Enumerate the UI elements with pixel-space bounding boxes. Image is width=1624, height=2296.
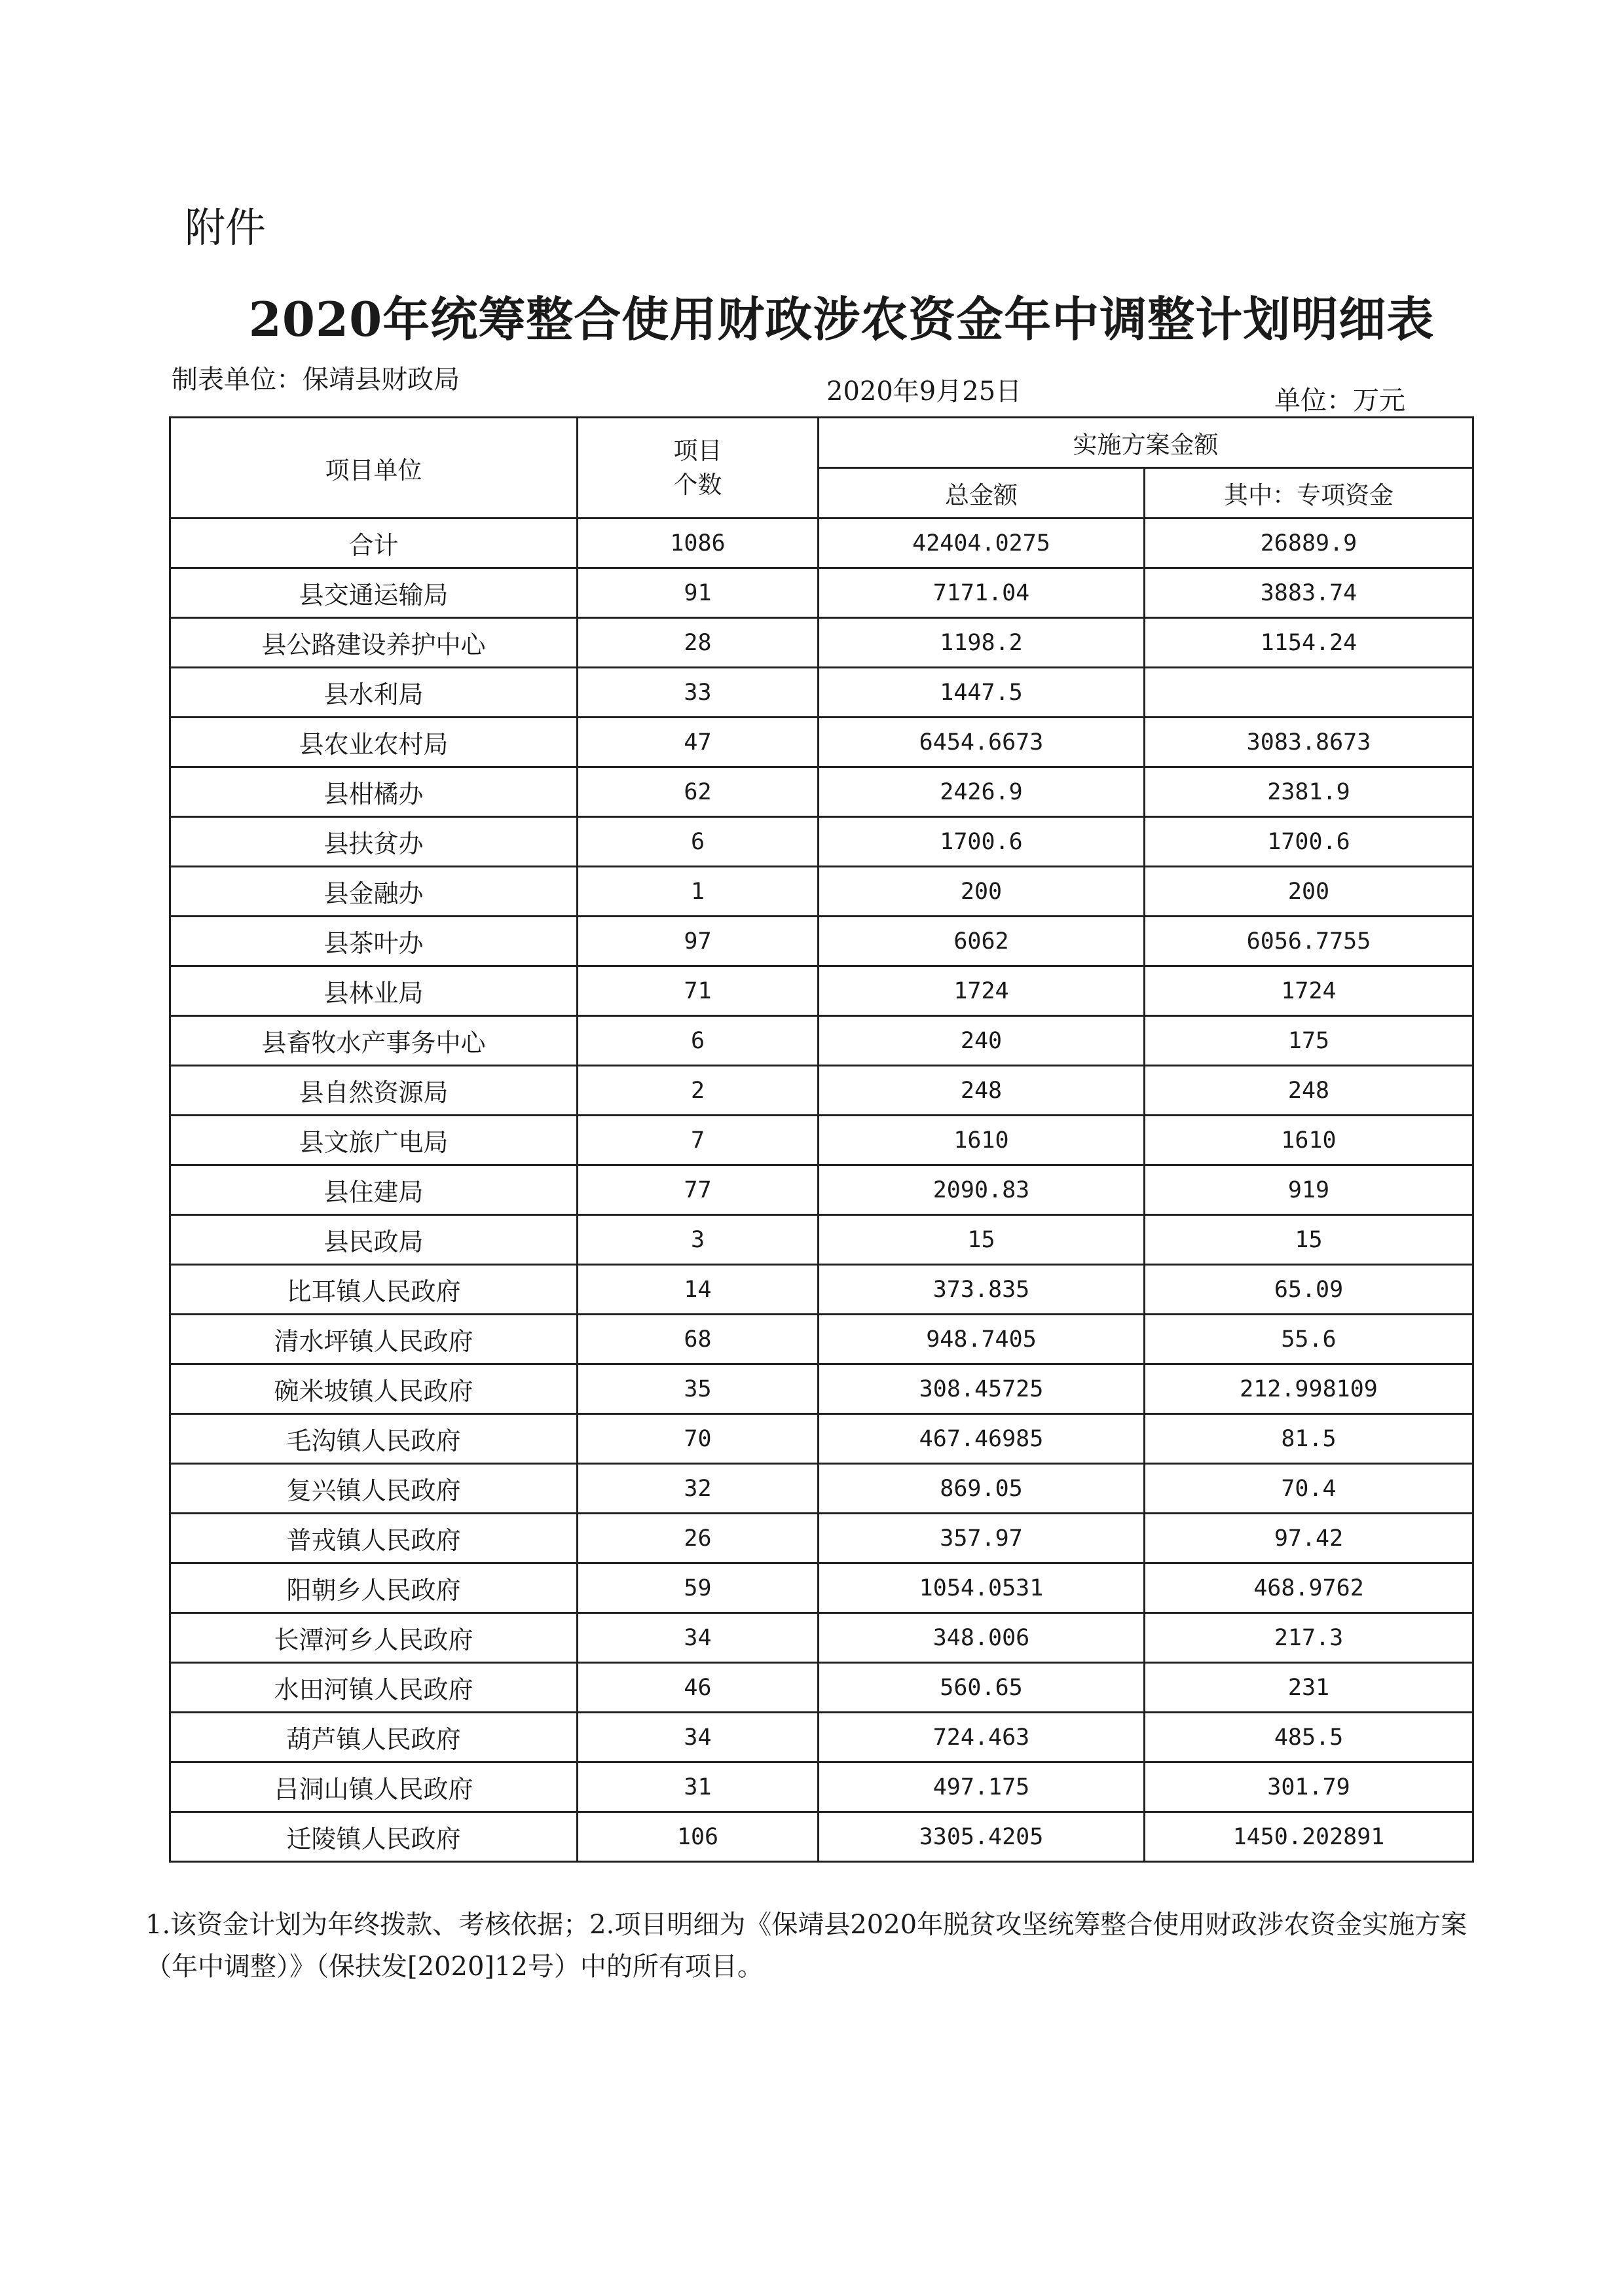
cell-special: 175: [1145, 1016, 1473, 1066]
cell-unit-name: 清水坪镇人民政府: [170, 1315, 578, 1364]
cell-special: 55.6: [1145, 1315, 1473, 1364]
cell-special: 485.5: [1145, 1713, 1473, 1762]
cell-unit-name: 县金融办: [170, 867, 578, 917]
table-row: [170, 1762, 1473, 1812]
cell-unit-name: 县林业局: [170, 966, 578, 1016]
cell-unit-name: 合计: [170, 519, 578, 568]
cell-count: 62: [578, 767, 819, 817]
cell-count: 106: [578, 1812, 819, 1862]
cell-special: 1610: [1145, 1116, 1473, 1165]
cell-total: 2426.9: [819, 767, 1145, 817]
cell-special: 15: [1145, 1215, 1473, 1265]
cell-special: 231: [1145, 1663, 1473, 1713]
cell-unit-name: 长潭河乡人民政府: [170, 1613, 578, 1663]
cell-total: 240: [819, 1016, 1145, 1066]
table-row: [170, 817, 1473, 867]
cell-total: 560.65: [819, 1663, 1145, 1713]
cell-special: 97.42: [1145, 1514, 1473, 1563]
cell-total: 6062: [819, 917, 1145, 966]
cell-count: 6: [578, 1016, 819, 1066]
cell-count: 70: [578, 1414, 819, 1464]
table-row: [170, 519, 1473, 568]
cell-special: 3083.8673: [1145, 718, 1473, 767]
cell-unit-name: 普戎镇人民政府: [170, 1514, 578, 1563]
cell-count: 1: [578, 867, 819, 917]
cell-unit-name: 县农业农村局: [170, 718, 578, 767]
cell-total: 724.463: [819, 1713, 1145, 1762]
table-row: [170, 1315, 1473, 1364]
cell-count: 46: [578, 1663, 819, 1713]
table-body: [170, 519, 1473, 1862]
header-total: 总金额: [819, 468, 1145, 519]
cell-unit-name: 县公路建设养护中心: [170, 618, 578, 668]
cell-special: 1154.24: [1145, 618, 1473, 668]
cell-special: 301.79: [1145, 1762, 1473, 1812]
cell-unit-name: 阳朝乡人民政府: [170, 1563, 578, 1613]
cell-special: 3883.74: [1145, 568, 1473, 618]
table-row: [170, 1215, 1473, 1265]
table-row: [170, 618, 1473, 668]
attachment-label: 附件: [185, 204, 267, 251]
table-row: [170, 1514, 1473, 1563]
cell-unit-name: 碗米坡镇人民政府: [170, 1364, 578, 1414]
cell-total: 348.006: [819, 1613, 1145, 1663]
header-count: 项目 个数: [578, 418, 819, 519]
cell-count: 34: [578, 1613, 819, 1663]
cell-count: 32: [578, 1464, 819, 1514]
table-row: [170, 1812, 1473, 1862]
allocation-table: [169, 416, 1474, 1863]
cell-total: 357.97: [819, 1514, 1145, 1563]
cell-count: 47: [578, 718, 819, 767]
page-title: 2020年统筹整合使用财政涉农资金年中调整计划明细表: [248, 291, 1435, 347]
header-plan-amount: 实施方案金额: [819, 418, 1473, 468]
table-row: [170, 1265, 1473, 1315]
table-row: [170, 1663, 1473, 1713]
cell-count: 7: [578, 1116, 819, 1165]
cell-count: 34: [578, 1713, 819, 1762]
cell-total: 7171.04: [819, 568, 1145, 618]
cell-count: 97: [578, 917, 819, 966]
table-row: [170, 1066, 1473, 1116]
cell-count: 77: [578, 1165, 819, 1215]
cell-unit-name: 葫芦镇人民政府: [170, 1713, 578, 1762]
date-label: 2020年9月25日: [826, 376, 1022, 407]
cell-count: 33: [578, 668, 819, 718]
unit-label: 单位：万元: [1274, 386, 1405, 416]
cell-unit-name: 毛沟镇人民政府: [170, 1414, 578, 1464]
cell-total: 2090.83: [819, 1165, 1145, 1215]
cell-unit-name: 县柑橘办: [170, 767, 578, 817]
cell-unit-name: 县自然资源局: [170, 1066, 578, 1116]
cell-count: 28: [578, 618, 819, 668]
cell-count: 68: [578, 1315, 819, 1364]
table-row: [170, 668, 1473, 718]
cell-total: 3305.4205: [819, 1812, 1145, 1862]
cell-unit-name: 吕洞山镇人民政府: [170, 1762, 578, 1812]
table-row: [170, 1016, 1473, 1066]
cell-count: 2: [578, 1066, 819, 1116]
cell-special: 919: [1145, 1165, 1473, 1215]
cell-unit-name: 水田河镇人民政府: [170, 1663, 578, 1713]
table-row: [170, 1613, 1473, 1663]
cell-count: 71: [578, 966, 819, 1016]
cell-total: 15: [819, 1215, 1145, 1265]
cell-count: 31: [578, 1762, 819, 1812]
cell-special: 217.3: [1145, 1613, 1473, 1663]
table-row: [170, 1165, 1473, 1215]
cell-special: 6056.7755: [1145, 917, 1473, 966]
table-row: [170, 867, 1473, 917]
cell-unit-name: 县文旅广电局: [170, 1116, 578, 1165]
cell-count: 3: [578, 1215, 819, 1265]
cell-special: 212.998109: [1145, 1364, 1473, 1414]
cell-unit-name: 比耳镇人民政府: [170, 1265, 578, 1315]
cell-total: 1198.2: [819, 618, 1145, 668]
cell-special: 1450.202891: [1145, 1812, 1473, 1862]
cell-special: 1700.6: [1145, 817, 1473, 867]
cell-unit-name: 县交通运输局: [170, 568, 578, 618]
cell-unit-name: 县民政局: [170, 1215, 578, 1265]
table-row: [170, 1116, 1473, 1165]
cell-count: 35: [578, 1364, 819, 1414]
cell-special: 248: [1145, 1066, 1473, 1116]
cell-total: 6454.6673: [819, 718, 1145, 767]
cell-unit-name: 县住建局: [170, 1165, 578, 1215]
cell-total: 869.05: [819, 1464, 1145, 1514]
cell-unit-name: 复兴镇人民政府: [170, 1464, 578, 1514]
table-row: [170, 1414, 1473, 1464]
cell-count: 59: [578, 1563, 819, 1613]
cell-special: 2381.9: [1145, 767, 1473, 817]
table-row: [170, 767, 1473, 817]
cell-unit-name: 县水利局: [170, 668, 578, 718]
header-special: 其中：专项资金: [1145, 468, 1473, 519]
cell-unit-name: 县茶叶办: [170, 917, 578, 966]
cell-total: 308.45725: [819, 1364, 1145, 1414]
table-row: [170, 1563, 1473, 1613]
cell-special: 70.4: [1145, 1464, 1473, 1514]
cell-special: 81.5: [1145, 1414, 1473, 1464]
cell-total: 467.46985: [819, 1414, 1145, 1464]
cell-total: 1724: [819, 966, 1145, 1016]
cell-total: 948.7405: [819, 1315, 1145, 1364]
cell-special: 26889.9: [1145, 519, 1473, 568]
cell-special: [1145, 668, 1473, 718]
cell-unit-name: 县畜牧水产事务中心: [170, 1016, 578, 1066]
cell-total: 42404.0275: [819, 519, 1145, 568]
cell-total: 1447.5: [819, 668, 1145, 718]
table-row: [170, 718, 1473, 767]
cell-total: 248: [819, 1066, 1145, 1116]
header-unit: 项目单位: [170, 418, 578, 519]
cell-total: 497.175: [819, 1762, 1145, 1812]
cell-special: 468.9762: [1145, 1563, 1473, 1613]
table-row: [170, 1464, 1473, 1514]
cell-special: 65.09: [1145, 1265, 1473, 1315]
footnote: 1.该资金计划为年终拨款、考核依据；2.项目明细为《保靖县2020年脱贫攻坚统筹整合使用财政涉农资金实施方案（年中调整）》（保扶发[2020]12号）中的所有项目。: [145, 1910, 1467, 1982]
cell-unit-name: 县扶贫办: [170, 817, 578, 867]
cell-count: 26: [578, 1514, 819, 1563]
cell-total: 373.835: [819, 1265, 1145, 1315]
cell-total: 1700.6: [819, 817, 1145, 867]
cell-total: 1610: [819, 1116, 1145, 1165]
cell-special: 200: [1145, 867, 1473, 917]
table-row: [170, 917, 1473, 966]
cell-total: 200: [819, 867, 1145, 917]
preparer-label: 制表单位：保靖县财政局: [172, 365, 460, 395]
table-row: [170, 966, 1473, 1016]
cell-unit-name: 迁陵镇人民政府: [170, 1812, 578, 1862]
table-row: [170, 568, 1473, 618]
cell-special: 1724: [1145, 966, 1473, 1016]
cell-total: 1054.0531: [819, 1563, 1145, 1613]
cell-count: 91: [578, 568, 819, 618]
cell-count: 1086: [578, 519, 819, 568]
cell-count: 14: [578, 1265, 819, 1315]
cell-count: 6: [578, 817, 819, 867]
table-row: [170, 1364, 1473, 1414]
table-row: [170, 1713, 1473, 1762]
